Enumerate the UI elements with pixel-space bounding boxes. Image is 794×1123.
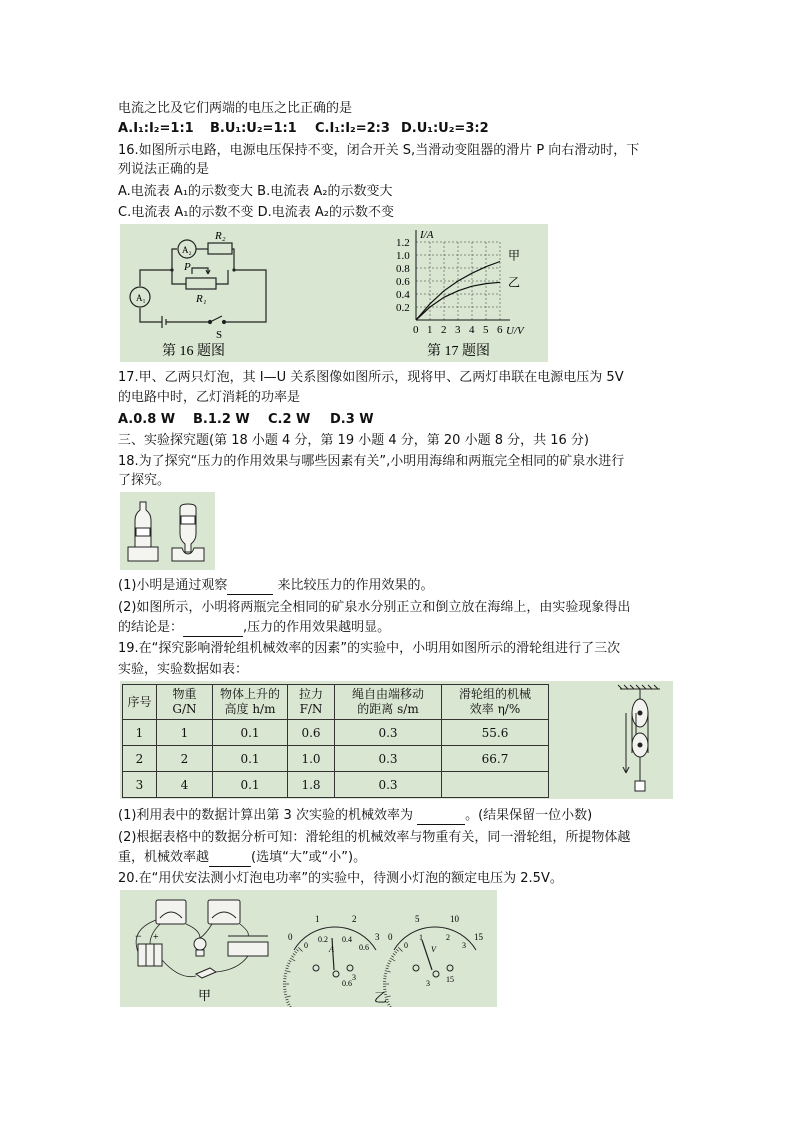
y-tick-label: 0.4	[396, 289, 410, 301]
q16-options-line1: A.电流表 A₁的示数变大 B.电流表 A₂的示数变大	[118, 184, 393, 199]
dial-tick	[395, 951, 397, 953]
fig20-label-yi: 乙	[374, 990, 388, 1005]
dial-tick	[290, 958, 295, 961]
q19-sub2-line2	[118, 848, 366, 867]
y-tick-label: 0.2	[396, 302, 410, 314]
label-s: S	[216, 329, 223, 341]
q15-option-b: B.U₁:U₂=1:1	[210, 121, 297, 136]
dial-tick	[389, 960, 392, 961]
q18-sub2-line2	[118, 618, 390, 637]
q17-stem-line1: 17.甲、乙两只灯泡，其 I—U 关系图像如图所示，现将甲、乙两灯串联在电源电压为 5V	[118, 370, 624, 385]
q15-option-a: A.I₁:I₂=1:1	[118, 121, 194, 136]
x-tick-label: 1	[427, 324, 433, 336]
dial-tick	[398, 947, 402, 951]
label-a1: A₁	[136, 293, 146, 303]
q18-sub2-text-a: 的结论是：	[118, 620, 184, 635]
table-cell: 0.3	[335, 772, 442, 798]
table-header-line: 高度 h/m	[224, 702, 276, 716]
q18-sub1-text-b: 来比较压力的作用效果的。	[273, 578, 434, 593]
minus-sign: −	[135, 929, 142, 943]
bottles-on-sponge-figure	[120, 492, 215, 570]
dial-tick	[285, 996, 291, 998]
voltmeter-tick-0: 0	[388, 932, 393, 942]
table-header-cell	[335, 685, 442, 720]
dial-tick	[295, 951, 297, 953]
iu-chart-17	[396, 229, 525, 337]
caption-17: 第 17 题图	[427, 344, 490, 359]
table-header-line: 的距离 s/m	[357, 702, 419, 716]
fig20-label-jia: 甲	[198, 988, 212, 1003]
x-tick-label: 2	[441, 324, 447, 336]
q18-stem-line2: 了探究。	[118, 473, 171, 488]
table-row	[123, 720, 549, 746]
ammeter-inner-0: 0	[304, 941, 308, 950]
q19-sub2-text-b: (选填“大”或“小”)。	[251, 850, 367, 865]
voltmeter-terminal-15: 15	[446, 975, 454, 984]
x-tick-label: 5	[483, 324, 489, 336]
y-tick-label: 0.6	[396, 276, 410, 288]
ammeter-inner-0.2: 0.2	[318, 935, 328, 944]
dial-tick	[286, 999, 289, 1000]
bottles-drawing	[120, 492, 215, 570]
q18-sub2-text-b: ,压力的作用效果越明显。	[243, 620, 391, 635]
voltmeter-inner-0: 0	[404, 941, 408, 950]
q18-blank-1[interactable]	[227, 580, 273, 595]
q19-sub1-text-b: 。(结果保留一位小数)	[465, 808, 593, 823]
table-cell: 1.8	[288, 772, 335, 798]
q19-blank-1[interactable]	[417, 810, 465, 825]
q19-stem-line2: 实验，实验数据如表：	[118, 662, 249, 677]
dial-tick	[396, 949, 398, 951]
ammeter-inner-0.6: 0.6	[359, 943, 369, 952]
label-r2: R₂	[215, 230, 226, 242]
ammeter-dial	[283, 914, 380, 1007]
voltmeter-dial	[383, 914, 484, 1007]
label-p: P	[184, 261, 191, 273]
table-cell[interactable]	[442, 772, 549, 798]
voltmeter-inner-1: 1	[419, 933, 423, 942]
table-header-cell	[442, 685, 549, 720]
label-r1: R₁	[196, 293, 207, 305]
q17-stem-line2: 的电路中时，乙灯消耗的功率是	[118, 390, 301, 405]
q20-figures	[120, 890, 497, 1007]
voltmeter-inner-2: 2	[446, 933, 450, 942]
circuit-16	[130, 240, 266, 328]
x-tick-label: 3	[455, 324, 461, 336]
dial-tick	[391, 956, 394, 958]
table-header-line: 拉力	[298, 687, 323, 701]
pulley-data-table	[122, 684, 549, 798]
voltmeter-unit: V	[431, 945, 436, 954]
q19-sub2-line1: (2)根据表格中的数据分析可知：滑轮组的机械效率与物重有关，同一滑轮组，所提物体越	[118, 830, 631, 845]
q15-option-c: C.I₁:I₂=2:3	[315, 121, 390, 136]
dial-tick	[287, 1004, 290, 1005]
ammeter-unit: A	[329, 945, 334, 954]
dial-tick	[287, 963, 290, 964]
dial-tick	[298, 947, 302, 951]
ammeter-tick-0: 0	[288, 932, 293, 942]
dial-tick	[296, 949, 298, 951]
dial-tick	[289, 1006, 292, 1007]
table-header-line: 效率 η/%	[469, 702, 521, 716]
voltmeter-tick-15: 15	[474, 932, 483, 942]
q19-sub1	[118, 806, 592, 825]
label-a2: A₂	[182, 245, 192, 255]
voltmeter-top-10: 10	[450, 914, 459, 924]
y-tick-label: 0.8	[396, 263, 410, 275]
dial-tick	[286, 1002, 289, 1003]
table-cell: 2	[123, 746, 157, 772]
q19-blank-2[interactable]	[209, 852, 251, 867]
table-cell: 0.3	[335, 746, 442, 772]
q18-sub1	[118, 576, 434, 595]
q20-figure-panel	[120, 890, 497, 1007]
dial-tick	[285, 971, 291, 973]
table-cell: 0.3	[335, 720, 442, 746]
q19-stem-line1: 19.在“探究影响滑轮组机械效率的因素”的实验中，小明用如图所示的滑轮组进行了三次	[118, 641, 621, 656]
y-tick-label: 1.0	[396, 250, 410, 262]
q18-blank-2[interactable]	[183, 622, 243, 637]
table-cell: 0.6	[288, 720, 335, 746]
table-cell: 1.0	[288, 746, 335, 772]
dial-tick	[387, 1004, 390, 1005]
voltmeter-terminal-3: 3	[426, 979, 430, 988]
ammeter-terminal-0.6: 0.6	[342, 979, 352, 988]
ammeter-terminal-3: 3	[352, 973, 356, 982]
voltmeter-top-5: 5	[415, 914, 420, 924]
x-axis-label: U/V	[506, 325, 524, 337]
x-tick-label: 0	[413, 324, 419, 336]
q16-stem-line2: 列说法正确的是	[118, 162, 210, 177]
table-header-line: G/N	[172, 702, 197, 716]
series-label: 乙	[508, 275, 521, 290]
table-row	[123, 772, 549, 798]
q20-stem: 20.在“用伏安法测小灯泡电功率”的实验中，待测小灯泡的额定电压为 2.5V。	[118, 871, 563, 886]
dial-tick	[289, 960, 292, 961]
section-3-heading: 三、实验探究题(第 18 小题 4 分，第 19 小题 4 分，第 20 小题 8 分，共 16 分)	[118, 433, 589, 448]
ammeter-top-2: 2	[352, 914, 357, 924]
dial-tick	[286, 968, 289, 969]
pulley-system-figure	[616, 683, 666, 797]
voltmeter-inner-3: 3	[462, 941, 466, 950]
dial-tick	[387, 963, 390, 964]
dial-tick	[385, 971, 391, 973]
table-header-cell	[213, 685, 288, 720]
table-header-line: 物重	[172, 687, 197, 701]
q15-options	[118, 119, 489, 138]
caption-16: 第 16 题图	[162, 344, 225, 359]
dial-tick	[284, 973, 287, 974]
dial-tick	[389, 1006, 392, 1007]
q17-option-b: B.1.2 W	[193, 412, 250, 427]
table-header-cell	[157, 685, 213, 720]
table-cell: 55.6	[442, 720, 549, 746]
q17-option-d: D.3 W	[330, 412, 374, 427]
figures-16-17	[120, 224, 548, 362]
table-header-cell	[288, 685, 335, 720]
ammeter-top-1: 1	[315, 914, 320, 924]
table-cell: 1	[157, 720, 213, 746]
table-header-line: 物体上升的	[219, 687, 280, 701]
table-cell: 0.1	[213, 746, 288, 772]
q19-sub2-text-a: 重，机械效率越	[118, 850, 210, 865]
table-cell: 0.1	[213, 720, 288, 746]
q18-sub2-line1: (2)如图所示，小明将两瓶完全相同的矿泉水分别正立和倒立放在海绵上，由实验现象得出	[118, 600, 631, 615]
ammeter-tick-3: 3	[375, 932, 380, 942]
q16-options-line2: C.电流表 A₁的示数不变 D.电流表 A₂的示数不变	[118, 205, 394, 220]
dial-tick	[284, 994, 287, 995]
dial-tick	[390, 958, 395, 961]
dial-tick	[393, 953, 395, 955]
table-header-line: 滑轮组的机械	[458, 687, 531, 701]
q17-option-c: C.2 W	[268, 412, 311, 427]
table-cell: 2	[157, 746, 213, 772]
q16-stem-line1: 16.如图所示电路，电源电压保持不变，闭合开关 S,当滑动变阻器的滑片 P 向右滑动时，下	[118, 143, 640, 158]
x-tick-label: 6	[497, 324, 503, 336]
table-header-cell: 序号	[123, 685, 157, 720]
dial-tick	[386, 965, 389, 966]
figure-16-17-panel	[120, 224, 548, 362]
q19-sub1-text-a: (1)利用表中的数据计算出第 3 次实验的机械效率为	[118, 808, 418, 823]
table-row	[123, 746, 549, 772]
q15-option-d: D.U₁:U₂=3:2	[401, 121, 489, 136]
table-cell: 0.1	[213, 772, 288, 798]
q15-stem: 电流之比及它们两端的电压之比正确的是	[118, 101, 353, 116]
q17-options	[118, 410, 374, 429]
table-header-line: 绳自由端移动	[351, 687, 424, 701]
table-cell: 66.7	[442, 746, 549, 772]
table-cell: 3	[123, 772, 157, 798]
dial-tick	[384, 973, 387, 974]
dial-tick	[291, 956, 294, 958]
table-cell: 1	[123, 720, 157, 746]
q18-stem-line1: 18.为了探究“压力的作用效果与哪些因素有关”,小明用海绵和两瓶完全相同的矿泉水进行	[118, 454, 625, 469]
ammeter-inner-0.4: 0.4	[342, 935, 352, 944]
q18-sub1-text-a: (1)小明是通过观察	[118, 578, 228, 593]
x-tick-label: 4	[469, 324, 475, 336]
y-tick-label: 1.2	[396, 237, 410, 249]
series-label: 甲	[508, 248, 521, 263]
plus-sign: +	[153, 932, 159, 943]
dial-tick	[386, 968, 389, 969]
table-cell: 4	[157, 772, 213, 798]
dial-tick	[286, 965, 289, 966]
table-header-row	[123, 685, 549, 720]
table-header-line: F/N	[299, 702, 323, 716]
q17-option-a: A.0.8 W	[118, 412, 176, 427]
dial-tick	[293, 953, 295, 955]
y-axis-label: I/A	[420, 229, 434, 241]
